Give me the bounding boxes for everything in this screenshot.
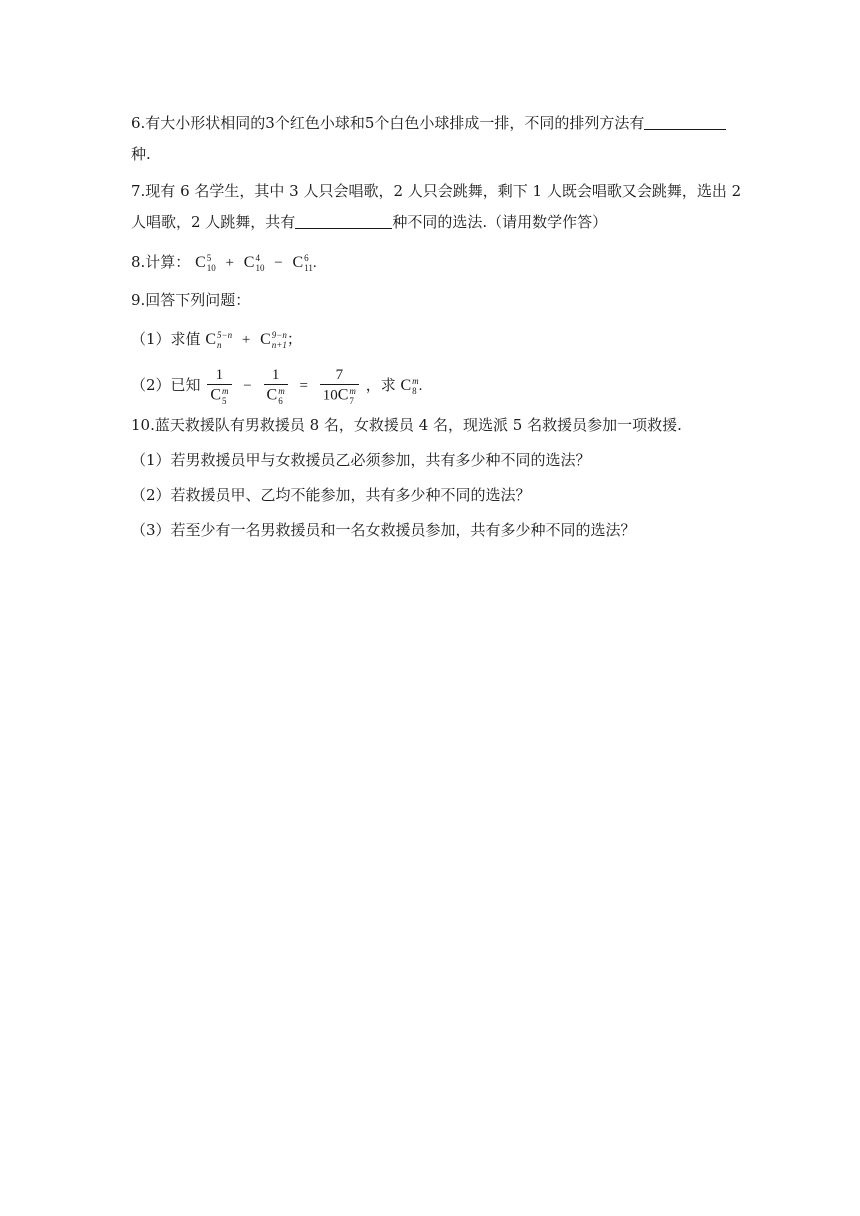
combination-symbol: C xyxy=(400,377,412,394)
question-9-title: 9.回答下列问题： xyxy=(131,291,251,309)
question-9-part-2: （2）已知 1 C m 5 − 1 C m 6 = 7 10C m 7 ，求 C m 8 . xyxy=(131,367,423,406)
equals-sign: = xyxy=(299,378,308,394)
combination-symbol: C xyxy=(292,254,304,271)
fraction-3: 7 10C m 7 xyxy=(320,366,359,406)
combination-indices: m 8 xyxy=(412,376,419,396)
combination-symbol: C xyxy=(243,254,255,271)
question-7-line-2 xyxy=(131,212,607,232)
answer-blank xyxy=(295,212,392,229)
question-6-line-1 xyxy=(131,113,726,133)
fraction-1: 1 C m 5 xyxy=(207,366,231,406)
plus-sign: + xyxy=(241,332,251,348)
combination-indices: 4 10 xyxy=(255,253,265,273)
question-10-part-3: （3）若至少有一名男救援员和一名女救援员参加，共有多少种不同的选法？ xyxy=(131,521,636,539)
plus-sign: + xyxy=(225,255,235,271)
question-7-line-1 xyxy=(131,181,741,201)
part-label: （2）已知 xyxy=(131,376,201,394)
part-label: （1）求值 xyxy=(131,330,201,348)
minus-sign: − xyxy=(243,378,252,394)
combination-symbol: C xyxy=(195,254,206,271)
question-10-title: 10.蓝天救援队有男救援员 8 名，女救援员 4 名，现选派 5 名救援员参加一项救援. xyxy=(131,416,682,434)
minus-sign: − xyxy=(274,255,283,271)
question-7-text-a: 人唱歌，2 人跳舞，共有 xyxy=(131,213,296,231)
combination-indices: 5−n n xyxy=(217,330,233,350)
question-10-part-1: （1）若男救援员甲与女救援员乙必须参加，共有多少种不同的选法？ xyxy=(131,451,591,469)
combination-indices: 6 11 xyxy=(304,253,313,273)
question-8: 8.计算： C 5 10 + C 4 10 − C 6 11 . xyxy=(131,253,317,273)
question-9-part-1: （1）求值 C 5−n n + C 9−n n+1 ； xyxy=(131,330,302,350)
combination-symbol: C xyxy=(205,331,216,348)
question-7-text-b: 种不同的选法.（请用数学作答） xyxy=(392,213,608,231)
fraction-2: 1 C m 6 xyxy=(264,366,288,406)
combination-indices: 5 10 xyxy=(206,253,216,273)
question-7-text: 7.现有 6 名学生，其中 3 人只会唱歌，2 人只会跳舞，剩下 1 人既会唱歌又会跳舞，选出 2 xyxy=(131,182,742,200)
question-8-prefix: 8.计算： xyxy=(131,253,191,271)
question-6-line-2 xyxy=(131,144,151,164)
combination-indices: 9−n n+1 xyxy=(271,330,287,350)
answer-blank xyxy=(644,113,726,130)
question-10-part-2: （2）若救援员甲、乙均不能参加，共有多少种不同的选法？ xyxy=(131,486,531,504)
combination-symbol: C xyxy=(260,331,271,348)
question-6-text: 6.有大小形状相同的3个红色小球和5个白色小球排成一排，不同的排列方法有 xyxy=(131,114,645,132)
question-6-text-end: 种. xyxy=(131,145,151,163)
